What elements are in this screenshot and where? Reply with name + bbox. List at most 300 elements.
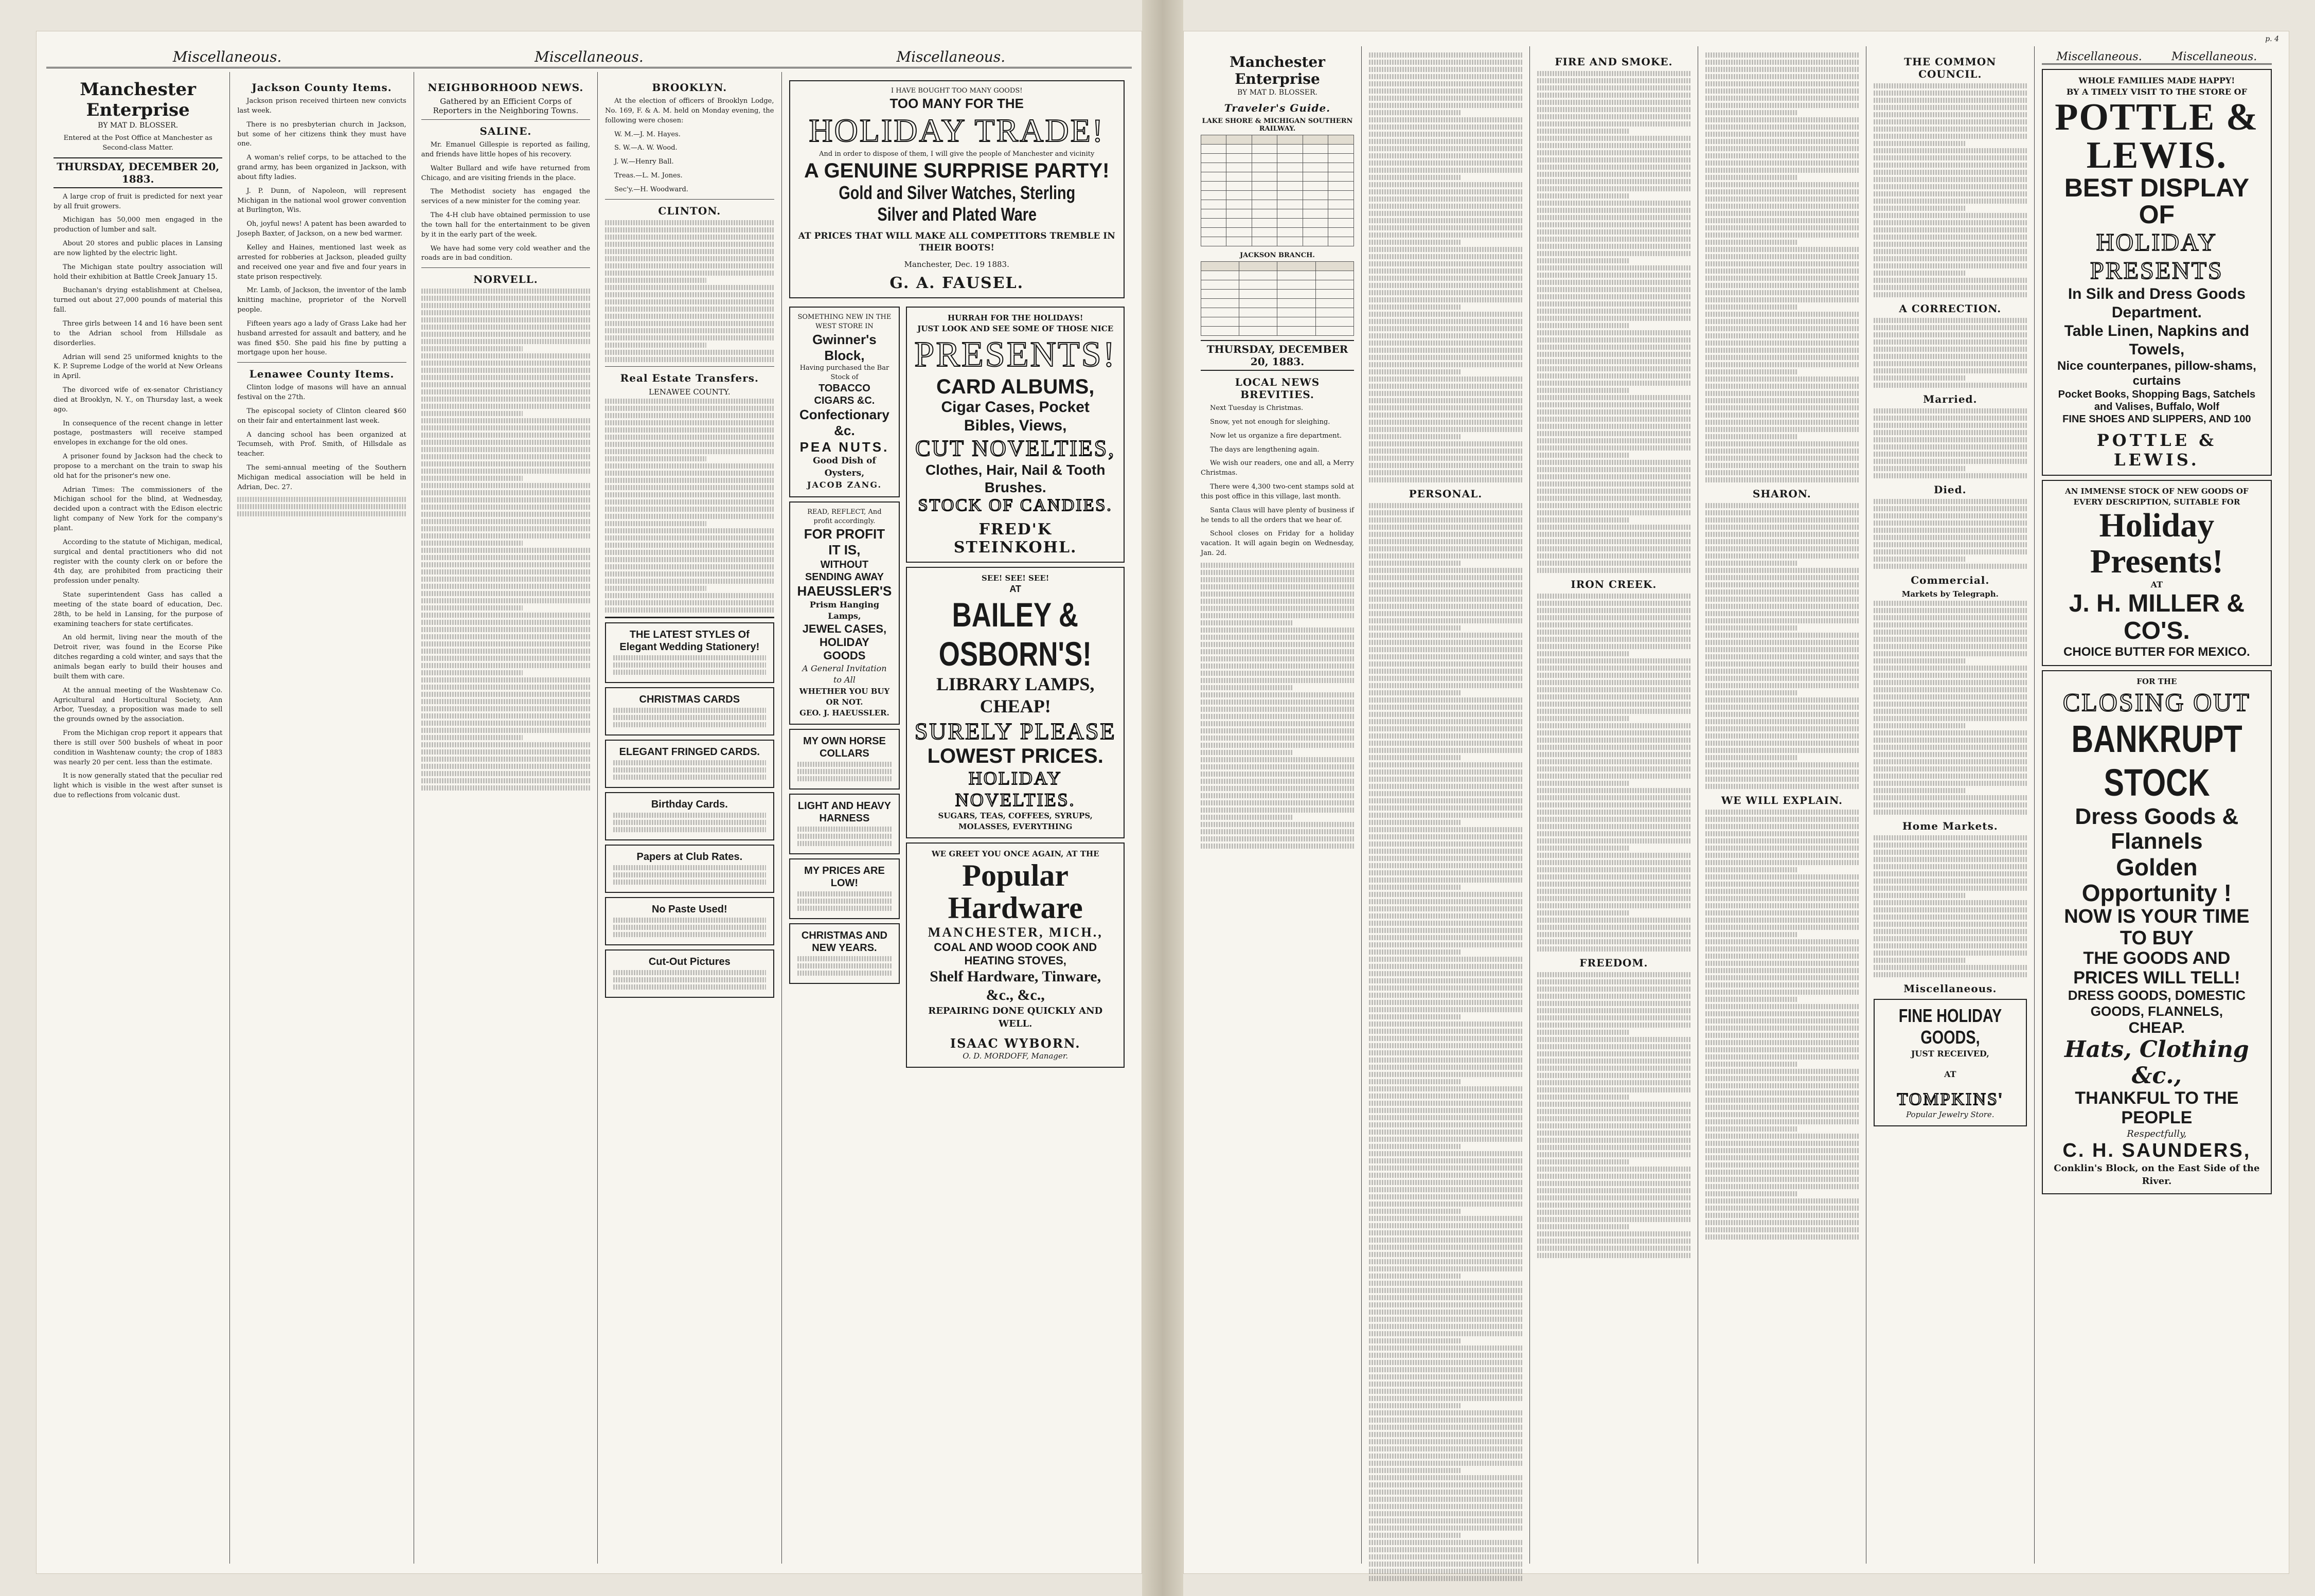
right-masthead: Manchester Enterprise xyxy=(1229,53,1325,87)
text-line xyxy=(1369,1115,1522,1120)
article-paragraph: Jackson prison received thirteen new convicts last week. xyxy=(237,97,406,115)
text-line xyxy=(1537,265,1690,271)
text-line xyxy=(1705,132,1859,137)
text-line xyxy=(1705,932,1797,937)
text-line xyxy=(1369,52,1522,58)
text-line xyxy=(1874,745,2027,750)
text-line xyxy=(1705,449,1859,454)
timetable-cell xyxy=(1328,135,1354,145)
text-line xyxy=(1705,1047,1859,1052)
article-paragraph: About 20 stores and public places in Lansing are now lighted by the electric light. xyxy=(54,240,223,257)
text-line xyxy=(421,785,590,791)
text-line xyxy=(1537,366,1690,371)
text-line xyxy=(1369,1338,1461,1343)
text-line xyxy=(1369,146,1522,151)
text-line xyxy=(1705,247,1859,252)
text-block xyxy=(1537,972,1690,1258)
text-line xyxy=(797,963,892,969)
right-col-6 xyxy=(2035,46,2279,1564)
text-line xyxy=(605,528,774,533)
text-line xyxy=(1537,1188,1690,1193)
timetable-cell xyxy=(1315,317,1354,327)
text-line xyxy=(1201,599,1354,604)
text-line xyxy=(1537,546,1690,551)
timetable-row xyxy=(1201,191,1354,200)
article-paragraph: A large crop of fruit is predicted for next year by all fruit growers. xyxy=(54,192,223,210)
text-line xyxy=(1201,800,1354,805)
article-paragraph: The episcopal society of Clinton cleared $60 on their fair and entertainment last week. xyxy=(237,407,406,425)
text-line xyxy=(1537,71,1690,76)
small-ad xyxy=(605,622,774,683)
text-line xyxy=(1537,431,1690,436)
timetable-cell xyxy=(1226,163,1252,172)
text-line xyxy=(1369,1288,1522,1293)
text-line xyxy=(421,454,590,459)
text-line xyxy=(1369,470,1522,475)
haeussler-item2: JEWEL CASES, xyxy=(802,622,887,635)
text-line xyxy=(421,512,590,517)
text-line xyxy=(421,598,590,603)
small-ad-title: LIGHT AND HEAVY HARNESS xyxy=(797,800,891,824)
text-line xyxy=(1369,261,1522,266)
timetable-cell xyxy=(1201,290,1239,299)
text-line xyxy=(1369,218,1522,223)
right-columns xyxy=(1194,46,2279,1564)
saunders-line1: CLOSING OUT xyxy=(2062,687,2251,716)
fausel-line6: AT PRICES THAT WILL MAKE ALL COMPETITORS TREMBLE IN THEIR BOOTS! xyxy=(798,230,1115,254)
text-line xyxy=(421,641,590,647)
text-line xyxy=(1705,553,1859,559)
text-line xyxy=(1537,1210,1690,1215)
timetable-cell xyxy=(1226,172,1252,182)
timetable-row xyxy=(1201,200,1354,209)
text-line xyxy=(1369,1576,1522,1581)
text-line xyxy=(1369,60,1522,65)
text-line xyxy=(1537,766,1690,772)
text-line xyxy=(1705,1198,1859,1204)
text-line xyxy=(1537,107,1690,112)
miller-big: Holiday Presents! xyxy=(2090,507,2223,580)
text-line xyxy=(421,397,590,402)
article-paragraph: A dancing school has been organized at Tecumseh, with Prof. Smith, of Hillsdale as teacher. xyxy=(237,431,406,458)
article-paragraph: Sec'y.—H. Woodward. xyxy=(614,185,688,193)
text-line xyxy=(1874,615,2027,620)
timetable-cell xyxy=(1303,191,1328,200)
text-line xyxy=(1705,733,1859,739)
text-line xyxy=(1874,972,2027,977)
text-line xyxy=(1369,340,1522,346)
text-line xyxy=(1705,139,1859,144)
timetable-row xyxy=(1201,299,1354,308)
text-line xyxy=(1369,877,1522,883)
text-line xyxy=(1537,774,1690,779)
text-line xyxy=(605,449,774,454)
text-line xyxy=(1874,184,2027,189)
lenawee-articles xyxy=(237,383,406,492)
text-line xyxy=(1537,644,1690,649)
text-line xyxy=(421,483,590,488)
text-line xyxy=(1369,589,1522,595)
text-line xyxy=(1537,510,1690,515)
text-line xyxy=(1705,60,1859,65)
text-line xyxy=(1705,532,1859,537)
text-line xyxy=(1705,1134,1859,1139)
timetable-row xyxy=(1201,219,1354,228)
text-line xyxy=(1874,521,2027,526)
text-line xyxy=(1369,1425,1522,1430)
text-line xyxy=(1201,772,1354,777)
text-line xyxy=(613,932,765,937)
timetable-row xyxy=(1201,182,1354,191)
timetable-cell xyxy=(1277,135,1303,145)
text-line xyxy=(1369,268,1522,274)
text-line xyxy=(1201,591,1354,597)
steinkohl-ad xyxy=(906,307,1125,563)
text-line xyxy=(1369,1151,1522,1156)
left-col-4 xyxy=(598,72,781,1564)
text-line xyxy=(1874,83,2027,88)
text-line xyxy=(605,328,774,333)
timetable-cell xyxy=(1277,172,1303,182)
text-line xyxy=(1705,391,1859,396)
text-line xyxy=(1369,117,1522,122)
text-line xyxy=(1705,1119,1859,1124)
haeussler-item: Prism Hanging Lamps, xyxy=(809,599,880,621)
timetable-cell xyxy=(1315,262,1354,271)
text-line xyxy=(1705,88,1859,94)
article-paragraph: Walter Bullard and wife have returned from Chicago, and are visiting friends in the place. xyxy=(421,164,591,182)
right-col-3 xyxy=(1530,46,1698,1564)
timetable-cell xyxy=(1303,219,1328,228)
tobacco-ad xyxy=(789,307,900,497)
text-line xyxy=(421,339,590,344)
text-line xyxy=(1874,673,2027,678)
timetable-cell xyxy=(1303,237,1328,246)
text-line xyxy=(1705,1069,1859,1074)
text-line xyxy=(605,350,774,355)
text-line xyxy=(1537,1181,1690,1186)
text-line xyxy=(1705,427,1859,432)
text-line xyxy=(605,420,774,425)
text-line xyxy=(1201,793,1354,798)
text-line xyxy=(1705,1105,1859,1110)
right-col-4 xyxy=(1698,46,1866,1564)
timetable-cell xyxy=(1277,280,1315,290)
text-line xyxy=(237,497,406,502)
text-line xyxy=(1537,1239,1690,1244)
correction-head: A CORRECTION. xyxy=(1899,302,2002,315)
text-line xyxy=(1369,1165,1522,1171)
text-line xyxy=(1369,870,1522,875)
text-line xyxy=(1537,1087,1690,1092)
tobacco-item4: Good Dish of Oysters, xyxy=(813,455,876,478)
text-line xyxy=(1369,1360,1522,1365)
timetable-cell xyxy=(1328,163,1354,172)
text-line xyxy=(1705,618,1859,623)
lenawee-head: Lenawee County Items. xyxy=(249,368,395,381)
text-line xyxy=(1537,1030,1629,1035)
text-line xyxy=(1874,702,2027,707)
text-line xyxy=(421,296,590,301)
timetable-cell xyxy=(1277,228,1303,237)
text-line xyxy=(1874,473,2027,478)
text-line xyxy=(1874,119,2027,124)
page-gutter xyxy=(1142,0,1183,1596)
text-line xyxy=(1874,235,2027,240)
timetable-branch xyxy=(1201,261,1354,336)
text-line xyxy=(1874,383,2027,388)
fausel-line4: A GENUINE SURPRISE PARTY! xyxy=(804,159,1110,182)
text-line xyxy=(1201,577,1354,582)
text-line xyxy=(1705,903,1859,908)
wyborn-subsig: O. D. MORDOFF, Manager. xyxy=(963,1051,1069,1061)
text-line xyxy=(1369,1475,1522,1480)
text-line xyxy=(1874,637,2027,642)
text-line xyxy=(1537,424,1690,429)
text-line xyxy=(605,242,774,247)
text-line xyxy=(1705,362,1859,367)
haeussler-item3: HOLIDAY GOODS xyxy=(819,635,869,662)
text-line xyxy=(1537,824,1690,829)
text-line xyxy=(605,557,774,562)
text-line xyxy=(613,970,765,975)
text-line xyxy=(421,332,590,337)
text-line xyxy=(1537,979,1690,984)
text-line xyxy=(1874,549,2027,554)
text-line xyxy=(1705,441,1859,446)
header-misc-3: Miscellaneous. xyxy=(896,48,1006,65)
text-line xyxy=(605,343,706,348)
fausel-line1: TOO MANY FOR THE xyxy=(889,96,1024,112)
timetable-cell xyxy=(1239,299,1277,308)
text-line xyxy=(421,375,590,380)
text-line xyxy=(421,742,590,747)
article-paragraph: Snow, yet not enough for sleighing. xyxy=(1210,418,1330,426)
timetable-row xyxy=(1201,163,1354,172)
text-line xyxy=(421,519,590,524)
bailey-top: SEE! SEE! SEE! xyxy=(982,573,1049,583)
text-line xyxy=(421,749,590,755)
article-paragraph: Clinton lodge of masons will have an annual festival on the 27th. xyxy=(237,384,406,402)
steinkohl-top: HURRAH FOR THE HOLIDAYS! xyxy=(947,313,1083,323)
pottle-line2: HOLIDAY PRESENTS xyxy=(2090,228,2223,284)
header-misc-1: Miscellaneous. xyxy=(172,48,282,65)
text-line xyxy=(1537,244,1690,249)
text-line xyxy=(1537,561,1690,566)
text-line xyxy=(605,399,774,404)
small-ad xyxy=(789,729,900,790)
article-paragraph: Treas.—L. M. Jones. xyxy=(614,172,683,180)
text-line xyxy=(1369,597,1522,602)
article-paragraph: We wish our readers, one and all, a Merry Christmas. xyxy=(1201,459,1354,477)
text-line xyxy=(1537,215,1690,220)
timetable-row xyxy=(1201,271,1354,280)
timetable-row xyxy=(1201,228,1354,237)
text-line xyxy=(613,767,765,773)
text-line xyxy=(1369,88,1522,94)
timetable-cell xyxy=(1239,280,1277,290)
saunders-line3: Dress Goods & Flannels xyxy=(2075,803,2239,854)
text-line xyxy=(1705,1162,1859,1168)
text-line xyxy=(1705,1148,1859,1153)
text-line xyxy=(1705,997,1797,1002)
pottle-line3: In Silk and Dress Goods Department. xyxy=(2068,285,2246,321)
text-line xyxy=(1874,148,2027,153)
text-line xyxy=(1369,654,1522,659)
text-line xyxy=(1369,1367,1522,1372)
text-line xyxy=(613,715,765,720)
timetable-cell xyxy=(1252,135,1277,145)
text-line xyxy=(1537,1159,1629,1164)
text-line xyxy=(1705,604,1859,609)
text-line xyxy=(1537,258,1629,263)
text-line xyxy=(421,433,590,438)
text-line xyxy=(605,579,774,584)
text-line xyxy=(421,382,590,387)
text-line xyxy=(1705,348,1859,353)
byline: BY MAT D. BLOSSER. xyxy=(98,121,179,130)
text-line xyxy=(1369,1439,1522,1444)
text-line xyxy=(1369,1324,1522,1329)
timetable-cell xyxy=(1201,219,1226,228)
article-paragraph: Adrian Times: The commissioners of the Michigan school for the blind, at Wednesday, decided upon a contract with the Edison electric light company of New York for the company's plant. xyxy=(54,486,223,532)
freedom-head: FREEDOM. xyxy=(1579,957,1648,969)
text-line xyxy=(605,478,774,483)
text-line xyxy=(613,670,765,675)
text-line xyxy=(1537,874,1690,880)
text-line xyxy=(1705,661,1859,667)
text-line xyxy=(421,562,590,567)
fire-smoke-head: FIRE AND SMOKE. xyxy=(1555,56,1673,68)
text-line xyxy=(1537,853,1690,858)
text-line xyxy=(1537,237,1690,242)
text-line xyxy=(1369,1533,1461,1538)
text-line xyxy=(1537,666,1690,671)
text-line xyxy=(1537,409,1690,415)
text-line xyxy=(1705,1026,1859,1031)
text-line xyxy=(1369,935,1522,940)
text-line xyxy=(1705,954,1859,959)
text-line xyxy=(613,977,765,982)
text-line xyxy=(1705,268,1859,274)
timetable-cell xyxy=(1328,228,1354,237)
text-line xyxy=(1874,914,2027,920)
text-line xyxy=(1369,1194,1522,1199)
wyborn-place: MANCHESTER, MICH., xyxy=(928,925,1103,940)
text-line xyxy=(1537,709,1690,714)
text-line xyxy=(1201,757,1354,762)
text-line xyxy=(1369,1014,1461,1019)
text-line xyxy=(1537,994,1690,999)
text-line xyxy=(1874,759,2027,764)
text-block xyxy=(1874,499,2027,569)
text-line xyxy=(1201,642,1354,647)
article-paragraph: Mr. Lamb, of Jackson, the inventor of the lamb knitting machine, proprietor of the Norvell people. xyxy=(237,286,406,314)
text-line xyxy=(421,303,590,308)
text-line xyxy=(421,620,590,625)
text-line xyxy=(1369,110,1461,115)
text-line xyxy=(1537,1095,1629,1100)
text-line xyxy=(1874,347,2027,352)
text-line xyxy=(1369,413,1522,418)
timetable-row xyxy=(1201,280,1354,290)
text-line xyxy=(1369,1418,1522,1423)
timetable-cell xyxy=(1239,308,1277,317)
jackson-articles xyxy=(237,97,406,358)
text-line xyxy=(1705,1083,1859,1088)
text-line xyxy=(1369,777,1522,782)
text-line xyxy=(1369,1036,1522,1041)
text-line xyxy=(605,321,774,326)
right-byline: BY MAT D. BLOSSER. xyxy=(1237,88,1317,97)
text-line xyxy=(605,456,706,461)
text-line xyxy=(1705,683,1859,688)
text-line xyxy=(1537,752,1690,757)
text-line xyxy=(1705,204,1859,209)
text-line xyxy=(1537,987,1690,992)
text-line xyxy=(1369,369,1461,374)
fausel-sig: G. A. FAUSEL. xyxy=(889,274,1024,293)
text-line xyxy=(1705,896,1859,901)
text-line xyxy=(605,442,774,447)
text-line xyxy=(1705,889,1859,894)
text-line xyxy=(1369,1245,1522,1250)
text-line xyxy=(1537,1203,1690,1208)
text-line xyxy=(1369,1086,1522,1091)
text-line xyxy=(1537,1145,1690,1150)
saunders-ad xyxy=(2042,670,2272,1194)
text-line xyxy=(1369,726,1522,731)
text-line xyxy=(1537,251,1690,256)
page-number: p. 4 xyxy=(2265,35,2279,43)
text-line xyxy=(1874,105,2027,110)
text-line xyxy=(1369,1259,1522,1264)
text-line xyxy=(1705,232,1859,238)
text-line xyxy=(1369,160,1522,166)
text-line xyxy=(1369,913,1522,919)
tobacco-desc: Having purchased the Bar Stock of xyxy=(799,364,889,382)
text-line xyxy=(1369,705,1522,710)
text-line xyxy=(1874,242,2027,247)
text-line xyxy=(1874,850,2027,855)
text-line xyxy=(1369,748,1522,753)
text-line xyxy=(1537,1066,1690,1071)
tobacco-item2: Confectionary &c. xyxy=(799,407,889,439)
text-line xyxy=(1369,132,1522,137)
text-line xyxy=(1369,568,1522,573)
timetable-cell xyxy=(1277,308,1315,317)
text-line xyxy=(1705,355,1859,360)
text-line xyxy=(1705,846,1859,851)
text-line xyxy=(1874,318,2027,323)
masthead: Manchester Enterprise xyxy=(80,79,197,120)
text-line xyxy=(1705,1090,1859,1096)
text-line xyxy=(1705,1018,1859,1024)
text-line xyxy=(1537,143,1690,148)
text-line xyxy=(1705,831,1859,836)
text-block xyxy=(1874,835,2027,977)
timetable-row xyxy=(1201,290,1354,299)
tompkins-big: FINE HOLIDAY GOODS, xyxy=(1898,1005,2002,1048)
text-line xyxy=(1537,503,1690,508)
text-line xyxy=(1705,568,1859,573)
text-line xyxy=(1537,615,1690,620)
text-line xyxy=(1874,766,2027,772)
text-line xyxy=(1705,283,1859,288)
timetable-cell xyxy=(1303,209,1328,219)
text-line xyxy=(1537,532,1690,537)
text-line xyxy=(421,411,523,416)
